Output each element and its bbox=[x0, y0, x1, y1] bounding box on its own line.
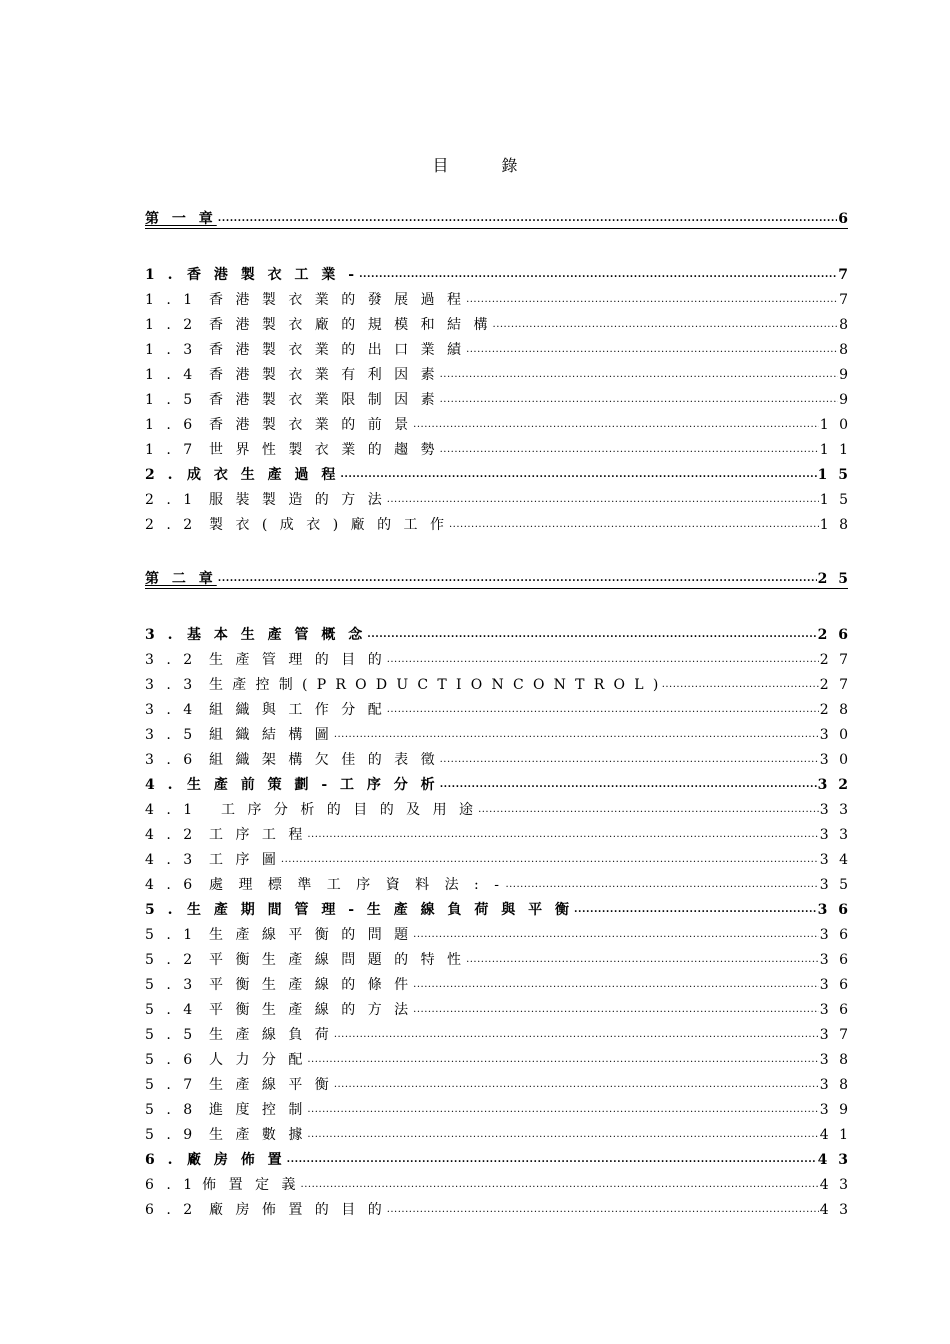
toc-page-number: 8 bbox=[839, 317, 851, 333]
toc-page-number: 2 7 bbox=[819, 677, 851, 693]
toc-entry[interactable] bbox=[145, 412, 851, 434]
toc-entry-number: 1 . 4 bbox=[145, 367, 197, 383]
toc-page-number: 8 bbox=[839, 342, 851, 358]
toc-entry[interactable] bbox=[145, 1097, 851, 1119]
toc-page-number: 3 0 bbox=[819, 752, 851, 768]
toc-leader-dots bbox=[440, 366, 838, 384]
toc-page-number: 3 2 bbox=[817, 777, 851, 793]
toc-entry[interactable] bbox=[145, 772, 851, 794]
toc-entry[interactable] bbox=[145, 1147, 851, 1169]
toc-page-number: 3 6 bbox=[817, 902, 851, 918]
toc-entry-number: 4 . 2 bbox=[145, 827, 197, 843]
toc-entry-number: 1 . 2 bbox=[145, 317, 197, 333]
toc-entry-text: 工 序 圖 bbox=[209, 852, 280, 868]
toc-entry-text: 工 序 工 程 bbox=[209, 827, 307, 843]
toc-leader-dots bbox=[574, 901, 817, 919]
toc-page-number: 9 bbox=[839, 392, 851, 408]
toc-entry[interactable] bbox=[145, 262, 851, 284]
toc-entry-number: 3 . 6 bbox=[145, 752, 197, 768]
toc-page-number: 3 4 bbox=[819, 852, 851, 868]
toc-page-number: 3 3 bbox=[819, 802, 851, 818]
toc-entry-number: 4 . 1 bbox=[145, 802, 197, 818]
toc-entry[interactable] bbox=[145, 697, 851, 719]
toc-leader-dots bbox=[387, 651, 819, 669]
toc-entry-text: 處 理 標 準 工 序 資 料 法 : - bbox=[209, 877, 505, 893]
toc-chapter-1[interactable] bbox=[145, 206, 851, 229]
toc-leader-dots bbox=[387, 1201, 819, 1219]
toc-entry-text: 香 港 製 衣 業 的 前 景 bbox=[209, 417, 413, 433]
toc-entry[interactable] bbox=[145, 512, 851, 534]
toc-entry-number: 5 . 1 bbox=[145, 927, 197, 943]
toc-page-number: 7 bbox=[838, 267, 851, 283]
toc-leader-dots bbox=[440, 441, 819, 459]
toc-entry[interactable] bbox=[145, 622, 851, 644]
toc-entry-number: 1 . 6 bbox=[145, 417, 197, 433]
toc-page-number: 3 6 bbox=[819, 977, 851, 993]
toc-page-number: 3 6 bbox=[819, 1002, 851, 1018]
toc-leader-dots bbox=[387, 491, 819, 509]
toc-entry-text: 香 港 製 衣 廠 的 規 模 和 結 構 bbox=[209, 317, 492, 333]
toc-entry-text: 平 衡 生 產 線 的 方 法 bbox=[209, 1002, 413, 1018]
toc-page-number: 4 3 bbox=[817, 1152, 851, 1168]
toc-entry[interactable] bbox=[145, 747, 851, 769]
toc-entry-number: 1 . 3 bbox=[145, 342, 197, 358]
toc-page-number: 4 3 bbox=[819, 1202, 851, 1218]
toc-entry-number: 3 . bbox=[145, 627, 177, 643]
toc-entry-number: 3 . 4 bbox=[145, 702, 197, 718]
toc-entry[interactable] bbox=[145, 872, 851, 894]
toc-entry-number: 1 . 1 bbox=[145, 292, 197, 308]
toc-chapter-2[interactable] bbox=[145, 566, 851, 589]
toc-leader-dots bbox=[307, 1051, 818, 1069]
toc-entry[interactable] bbox=[145, 337, 851, 359]
toc-entry[interactable] bbox=[145, 847, 851, 869]
toc-entry-text: 香 港 製 衣 業 的 發 展 過 程 bbox=[209, 292, 466, 308]
toc-entry[interactable] bbox=[145, 487, 851, 509]
toc-entry[interactable] bbox=[145, 287, 851, 309]
toc-entry-number: 5 . 8 bbox=[145, 1102, 197, 1118]
toc-entry-text: 人 力 分 配 bbox=[209, 1052, 307, 1068]
toc-entry[interactable] bbox=[145, 797, 851, 819]
toc-entry-number: 5 . bbox=[145, 902, 177, 918]
toc-entry-text: 生 產 管 理 的 目 的 bbox=[209, 652, 386, 668]
toc-entry[interactable] bbox=[145, 1072, 851, 1094]
toc-entry[interactable] bbox=[145, 1197, 851, 1219]
toc-entry-text: 進 度 控 制 bbox=[209, 1102, 307, 1118]
toc-entry-number: 6 . 2 bbox=[145, 1202, 197, 1218]
toc-entry-text: 生 產 線 負 荷 bbox=[209, 1027, 333, 1043]
toc-page-number: 9 bbox=[839, 367, 851, 383]
toc-leader-dots bbox=[387, 701, 819, 719]
toc-page-number: 3 5 bbox=[819, 877, 851, 893]
toc-entry[interactable] bbox=[145, 462, 851, 484]
toc-page-number: 3 8 bbox=[819, 1077, 851, 1093]
toc-leader-dots bbox=[287, 1151, 817, 1169]
toc-entry[interactable] bbox=[145, 897, 851, 919]
toc-leader-dots bbox=[301, 1176, 819, 1194]
toc-leader-dots bbox=[334, 1026, 819, 1044]
toc-entry-number: 3 . 2 bbox=[145, 652, 197, 668]
toc-entry-number: 2 . 1 bbox=[145, 492, 197, 508]
toc-page-number: 3 0 bbox=[819, 727, 851, 743]
toc-entry-text: 生 產 線 平 衡 的 問 題 bbox=[209, 927, 413, 943]
toc-page-number: 3 9 bbox=[819, 1102, 851, 1118]
toc-entry-text: 平 衡 生 產 線 問 題 的 特 性 bbox=[209, 952, 466, 968]
toc-leader-dots bbox=[466, 951, 819, 969]
toc-entry-number: 5 . 5 bbox=[145, 1027, 197, 1043]
toc-leader-dots bbox=[413, 416, 819, 434]
toc-leader-dots bbox=[440, 776, 817, 794]
toc-page-number: 2 8 bbox=[819, 702, 851, 718]
toc-page-number: 1 5 bbox=[817, 467, 851, 483]
toc-page-number: 2 6 bbox=[817, 627, 851, 643]
toc-leader-dots bbox=[662, 676, 819, 694]
toc-entry-number: 5 . 6 bbox=[145, 1052, 197, 1068]
toc-entry[interactable] bbox=[145, 672, 851, 694]
toc-leader-dots bbox=[493, 316, 839, 334]
toc-entry-text: 製 衣 ( 成 衣 ) 廠 的 工 作 bbox=[209, 517, 448, 533]
toc-entry[interactable] bbox=[145, 1047, 851, 1069]
toc-leader-dots bbox=[466, 341, 838, 359]
toc-entry[interactable] bbox=[145, 922, 851, 944]
toc-entry-text: 佈 置 定 義 bbox=[202, 1177, 300, 1193]
toc-entry-text: 生 產 期 間 管 理 - 生 產 線 負 荷 與 平 衡 bbox=[187, 902, 574, 918]
toc-entry[interactable] bbox=[145, 362, 851, 384]
toc-page-number: 6 bbox=[838, 211, 851, 227]
toc-page-number: 1 8 bbox=[819, 517, 851, 533]
toc-entry-number: 5 . 9 bbox=[145, 1127, 197, 1143]
toc-entry-text: 廠 房 佈 置 的 目 的 bbox=[209, 1202, 386, 1218]
toc-entry-text: 成 衣 生 產 過 程 bbox=[187, 467, 340, 483]
toc-entry-text: 生 產 數 據 bbox=[209, 1127, 307, 1143]
toc-entry-number: 1 . 7 bbox=[145, 442, 197, 458]
toc-entry-text: 香 港 製 衣 業 有 利 因 素 bbox=[209, 367, 439, 383]
toc-chapter-label: 第 一 章 bbox=[145, 211, 217, 227]
toc-leader-dots bbox=[218, 210, 838, 228]
toc-entry-number: 1 . 5 bbox=[145, 392, 197, 408]
toc-entry[interactable] bbox=[145, 312, 851, 334]
toc-entry-number: 5 . 7 bbox=[145, 1077, 197, 1093]
toc-page-number: 3 7 bbox=[819, 1027, 851, 1043]
toc-entry-text: 服 裝 製 造 的 方 法 bbox=[209, 492, 386, 508]
toc-entry[interactable] bbox=[145, 437, 851, 459]
toc-page-number: 1 0 bbox=[819, 417, 851, 433]
toc-chapter-label: 第 二 章 bbox=[145, 571, 217, 587]
toc-leader-dots bbox=[449, 516, 819, 534]
toc-entry-text: 組 織 架 構 欠 佳 的 表 徵 bbox=[209, 752, 439, 768]
toc-page-number: 3 3 bbox=[819, 827, 851, 843]
toc-entry-text: 平 衡 生 產 線 的 條 件 bbox=[209, 977, 413, 993]
toc-entry-number: 3 . 3 bbox=[145, 677, 197, 693]
toc-entry[interactable] bbox=[145, 947, 851, 969]
toc-leader-dots bbox=[334, 1076, 819, 1094]
toc-entry-number: 4 . 3 bbox=[145, 852, 197, 868]
toc-leader-dots bbox=[478, 801, 819, 819]
toc-leader-dots bbox=[307, 1101, 818, 1119]
toc-leader-dots bbox=[367, 626, 816, 644]
toc-entry-number: 4 . 6 bbox=[145, 877, 197, 893]
toc-page-number: 1 1 bbox=[819, 442, 851, 458]
toc-entry-number: 1 . bbox=[145, 267, 177, 283]
toc-entry-number: 3 . 5 bbox=[145, 727, 197, 743]
toc-entry[interactable] bbox=[145, 1122, 851, 1144]
toc-entry-text: 基 本 生 產 管 概 念 bbox=[187, 627, 367, 643]
toc-page-number: 3 6 bbox=[819, 952, 851, 968]
toc-leader-dots bbox=[307, 826, 818, 844]
toc-entry[interactable] bbox=[145, 822, 851, 844]
toc-entry-text: 世 界 性 製 衣 業 的 趨 勢 bbox=[209, 442, 439, 458]
toc-entry[interactable] bbox=[145, 387, 851, 409]
toc-entry-number: 5 . 3 bbox=[145, 977, 197, 993]
toc-entry-number: 2 . bbox=[145, 467, 177, 483]
toc-entry-number: 5 . 2 bbox=[145, 952, 197, 968]
toc-entry[interactable] bbox=[145, 1172, 851, 1194]
toc-entry[interactable] bbox=[145, 1022, 851, 1044]
toc-page-number: 3 8 bbox=[819, 1052, 851, 1068]
toc-leader-dots bbox=[413, 976, 819, 994]
toc-page-number: 3 6 bbox=[819, 927, 851, 943]
toc-entry[interactable] bbox=[145, 997, 851, 1019]
toc-leader-dots bbox=[505, 876, 818, 894]
toc-entry-number: 2 . 2 bbox=[145, 517, 197, 533]
toc-page-number: 4 1 bbox=[819, 1127, 851, 1143]
toc-entry-text: 香 港 製 衣 業 的 出 口 業 績 bbox=[209, 342, 466, 358]
toc-title: 目 錄 bbox=[432, 156, 542, 175]
toc-leader-dots bbox=[334, 726, 819, 744]
toc-leader-dots bbox=[281, 851, 819, 869]
toc-leader-dots bbox=[340, 466, 816, 484]
toc-entry[interactable] bbox=[145, 972, 851, 994]
toc-page-number: 2 5 bbox=[817, 571, 851, 587]
toc-leader-dots bbox=[440, 751, 819, 769]
toc-entry-text: 生 產 前 策 劃 - 工 序 分 析 bbox=[187, 777, 439, 793]
toc-leader-dots bbox=[359, 266, 837, 284]
toc-entry-number: 5 . 4 bbox=[145, 1002, 197, 1018]
toc-page-number: 4 3 bbox=[819, 1177, 851, 1193]
toc-entry-number: 6 . bbox=[145, 1152, 177, 1168]
toc-entry-text: 廠 房 佈 置 bbox=[187, 1152, 286, 1168]
toc-entry-number: 4 . bbox=[145, 777, 177, 793]
toc-leader-dots bbox=[307, 1126, 818, 1144]
toc-leader-dots bbox=[440, 391, 838, 409]
toc-entry-number: 6 . 1 bbox=[145, 1177, 197, 1193]
toc-page-number: 1 5 bbox=[819, 492, 851, 508]
toc-leader-dots bbox=[466, 291, 838, 309]
toc-entry-text: 香 港 製 衣 工 業 - bbox=[187, 267, 359, 283]
toc-entry-text: 香 港 製 衣 業 限 制 因 素 bbox=[209, 392, 439, 408]
toc-entry-text: 組 織 與 工 作 分 配 bbox=[209, 702, 386, 718]
toc-leader-dots bbox=[413, 1001, 819, 1019]
toc-leader-dots bbox=[218, 570, 817, 588]
toc-entry-text: 工 序 分 析 的 目 的 及 用 途 bbox=[221, 802, 478, 818]
toc-entry-text: 生 產 控 制 ( P R O D U C T I O N C O N T R O L ) bbox=[209, 677, 661, 693]
toc-entry[interactable] bbox=[145, 722, 851, 744]
toc-entry-text: 組 織 結 構 圖 bbox=[209, 727, 333, 743]
toc-page-number: 7 bbox=[839, 292, 851, 308]
toc-page-number: 2 7 bbox=[819, 652, 851, 668]
toc-entry[interactable] bbox=[145, 647, 851, 669]
toc-entry-text: 生 產 線 平 衡 bbox=[209, 1077, 333, 1093]
toc-leader-dots bbox=[413, 926, 819, 944]
